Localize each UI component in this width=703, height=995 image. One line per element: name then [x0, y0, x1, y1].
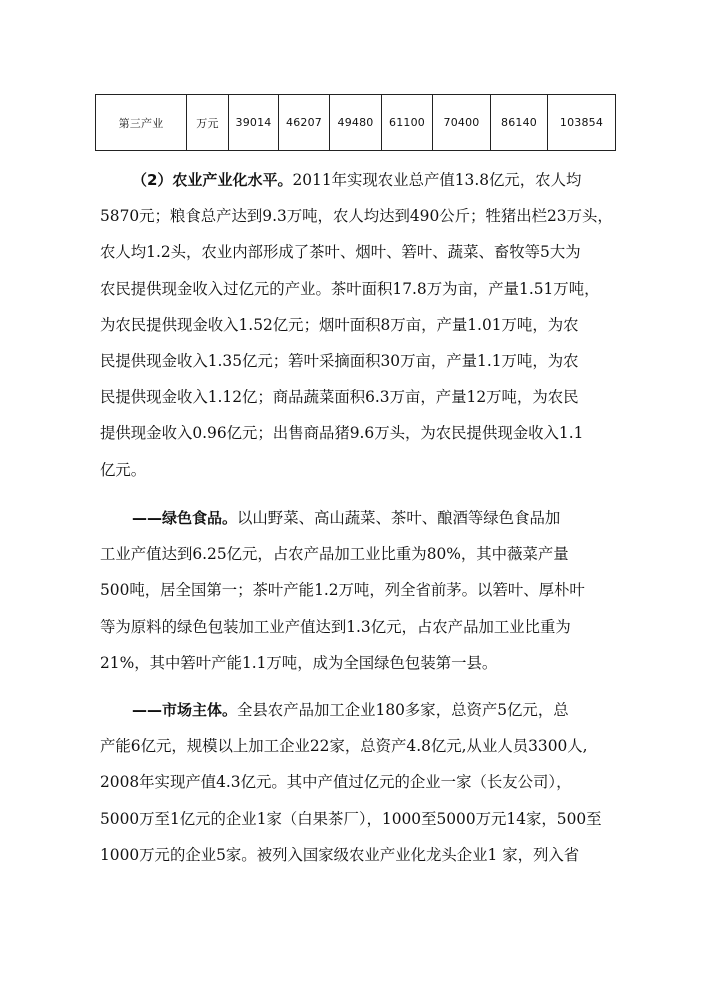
- paragraph-line: 农人均1.2头，农业内部形成了茶叶、烟叶、箬叶、蔬菜、畜牧等5大为: [100, 243, 581, 262]
- paragraph-line: 等为原料的绿色包装加工业产值达到1.3亿元，占农产品加工业比重为: [100, 617, 571, 636]
- section-heading: ——市场主体。: [132, 701, 238, 719]
- paragraph-line: 民提供现金收入1.35亿元；箬叶采摘面积30万亩，产量1.1万吨，为农: [100, 351, 579, 370]
- paragraph-line: 产能6亿元，规模以上加工企业22家，总资产4.8亿元,从业人员3300人,: [100, 737, 588, 756]
- row-label-cell: 第三产业: [96, 95, 187, 151]
- table-row: [96, 95, 616, 151]
- paragraph-line: 500吨，居全国第一；茶叶产能1.2万吨，列全省前茅。以箬叶、厚朴叶: [100, 581, 585, 600]
- paragraph-line: 1000万元的企业5家。被列入国家级农业产业化龙头企业1 家，列入省: [100, 845, 580, 864]
- paragraph-line: 农民提供现金收入过亿元的产业。茶叶面积17.8万为亩，产量1.51万吨，: [100, 279, 600, 298]
- value-cell: 70400: [433, 95, 491, 151]
- value-cell: 49480: [330, 95, 382, 151]
- paragraph-line: 2011年实现农业总产值13.8亿元，农人均: [292, 171, 582, 189]
- paragraph-line: 亿元。: [100, 460, 147, 479]
- value-cell: 103854: [548, 95, 616, 151]
- value-cell: 86140: [491, 95, 548, 151]
- paragraph-agri-industrialization: [100, 162, 620, 488]
- value-cell: 39014: [229, 95, 279, 151]
- unit-cell: 万元: [187, 95, 229, 151]
- value-cell: 61100: [382, 95, 433, 151]
- paragraph-line: 民提供现金收入1.12亿；商品蔬菜面积6.3万亩，产量12万吨，为农民: [100, 388, 579, 407]
- paragraph-line: 5870元；粮食总产达到9.3万吨，农人均达到490公斤；牲猪出栏23万头，: [100, 207, 613, 226]
- paragraph-line: 21%，其中箬叶产能1.1万吨，成为全国绿色包装第一县。: [100, 653, 498, 672]
- paragraph-line: 工业产值达到6.25亿元，占农产品加工业比重为80%，其中薇菜产量: [100, 545, 569, 564]
- value-cell: 46207: [279, 95, 330, 151]
- paragraph-green-food: [100, 500, 620, 681]
- section-heading: ——绿色食品。: [132, 509, 238, 527]
- paragraph-line: 为农民提供现金收入1.52亿元；烟叶面积8万亩，产量1.01万吨，为农: [100, 315, 579, 334]
- paragraph-line: 全县农产品加工企业180多家，总资产5亿元，总: [237, 701, 569, 719]
- industry-table: [95, 94, 616, 151]
- section-heading: （2）农业产业化水平。: [132, 171, 293, 189]
- paragraph-line: 5000万至1亿元的企业1家（白果茶厂），1000至5000万元14家，500至: [100, 809, 602, 828]
- paragraph-market-entities: [100, 692, 620, 873]
- paragraph-line: 2008年实现产值4.3亿元。其中产值过亿元的企业一家（长友公司），: [100, 773, 572, 792]
- paragraph-line: 以山野菜、高山蔬菜、茶叶、酿酒等绿色食品加: [237, 509, 561, 527]
- paragraph-line: 提供现金收入0.96亿元；出售商品猪9.6万头，为农民提供现金收入1.1: [100, 424, 584, 443]
